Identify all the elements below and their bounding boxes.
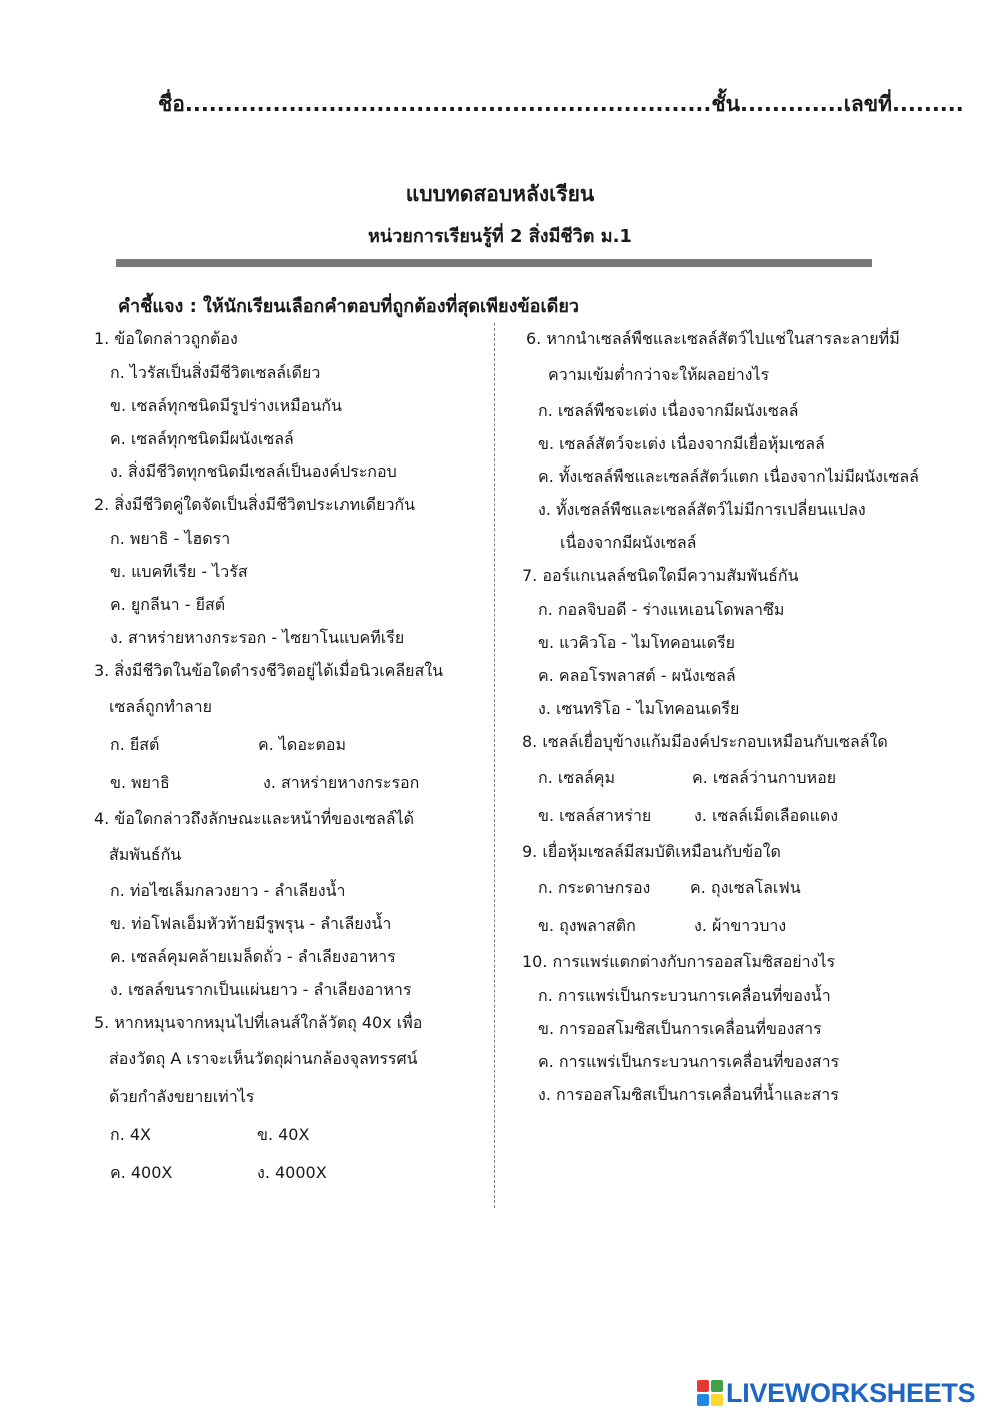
question-8 [522, 725, 992, 835]
option-a[interactable]: ก. กระดาษกรอง [538, 878, 651, 897]
liveworksheets-logo [697, 1375, 975, 1411]
watermark-text: LIVEWORKSHEETS [726, 1377, 976, 1408]
option-a[interactable]: ก. เซลล์คุม [538, 768, 616, 787]
question-title: 7. ออร์แกเนลล์ชนิดใดมีความสัมพันธ์กัน [522, 566, 799, 585]
option-d[interactable]: ง. สาหร่ายหางกระรอก - ไซยาโนแบคทีเรีย [110, 628, 405, 647]
question-title-cont: สัมพันธ์กัน [109, 845, 182, 864]
question-title-cont: ความเข้มต่ำกว่าจะให้ผลอย่างไร [548, 365, 770, 384]
option-row [522, 759, 992, 797]
liveworksheets-logo-icon [697, 1380, 723, 1406]
option-row [94, 1154, 486, 1192]
option-b[interactable]: ข. ท่อโฟลเอ็มหัวท้ายมีรูพรุน - ลำเลียงน้ำ [110, 914, 392, 933]
question-title: 10. การแพร่แตกต่างกับการออสโมซิสอย่างไร [522, 952, 836, 971]
question-9 [522, 835, 992, 945]
option-b[interactable]: ข. แวคิวโอ - ไมโทคอนเดรีย [538, 633, 736, 652]
option-d[interactable]: ง. สาหร่ายหางกระรอก [263, 773, 420, 792]
question-1 [94, 322, 486, 488]
question-title: 1. ข้อใดกล่าวถูกต้อง [94, 329, 238, 348]
question-title: 3. สิ่งมีชีวิตในข้อใดดำรงชีวิตอยู่ได้เมื่อนิวเคลียสใน [94, 661, 444, 680]
option-c[interactable]: ค. เซลล์ทุกชนิดมีผนังเซลล์ [110, 429, 294, 448]
option-c[interactable]: ค. เซลล์ว่านกาบหอย [692, 768, 837, 787]
option-d[interactable]: ง. เซลล์เม็ดเลือดแดง [694, 806, 839, 825]
option-c[interactable]: ค. ทั้งเซลล์พืชและเซลล์สัตว์แตก เนื่องจากไม่มีผนังเซลล์ [538, 467, 919, 486]
question-10 [522, 945, 992, 1111]
option-c[interactable]: ค. ไดอะตอม [258, 735, 347, 754]
option-row [94, 1116, 486, 1154]
option-row [522, 869, 992, 907]
option-c[interactable]: ค. การแพร่เป็นกระบวนการเคลื่อนที่ของสาร [538, 1052, 840, 1071]
option-c[interactable]: ค. 400X [110, 1163, 173, 1182]
header-rule [116, 259, 872, 267]
option-a[interactable]: ก. การแพร่เป็นกระบวนการเคลื่อนที่ของน้ำ [538, 986, 831, 1005]
student-info-line: ชื่อ..................................................................ชั้น.............เลขที่......... [158, 92, 964, 116]
question-title: 6. หากนำเซลล์พืชและเซลล์สัตว์ไปแช่ในสารละลายที่มี [526, 329, 900, 348]
option-b[interactable]: ข. ถุงพลาสติก [538, 916, 636, 935]
option-a[interactable]: ก. ยีสต์ [110, 735, 160, 754]
question-2 [94, 488, 486, 654]
option-a[interactable]: ก. ท่อไซเล็มกลวงยาว - ลำเลียงน้ำ [110, 881, 346, 900]
page-title: แบบทดสอบหลังเรียน [405, 182, 595, 206]
option-c[interactable]: ค. ถุงเซลโลเฟน [690, 878, 801, 897]
option-a[interactable]: ก. กอลจิบอดี - ร่างแหเอนโดพลาซึม [538, 600, 785, 619]
option-d[interactable]: ง. 4000X [257, 1163, 327, 1182]
option-b[interactable]: ข. เซลล์สัตว์จะเต่ง เนื่องจากมีเยื่อหุ้มเซลล์ [538, 434, 825, 453]
question-3 [94, 654, 486, 802]
left-column [94, 322, 486, 1192]
option-b[interactable]: ข. 40X [257, 1125, 310, 1144]
option-d[interactable]: ง. ผ้าขาวบาง [694, 916, 787, 935]
option-b[interactable]: ข. พยาธิ [110, 773, 170, 792]
option-d[interactable]: ง. เซนทริโอ - ไมโทคอนเดรีย [538, 699, 740, 718]
option-c[interactable]: ค. คลอโรพลาสต์ - ผนังเซลล์ [538, 666, 736, 685]
instruction: คำชี้แจง : ให้นักเรียนเลือกคำตอบที่ถูกต้องที่สุดเพียงข้อเดียว [118, 296, 579, 317]
option-a[interactable]: ก. พยาธิ - ไฮดรา [110, 529, 231, 548]
question-title-cont: เซลล์ถูกทำลาย [109, 697, 213, 716]
option-a[interactable]: ก. เซลล์พืชจะเต่ง เนื่องจากมีผนังเซลล์ [538, 401, 799, 420]
option-a[interactable]: ก. ไวรัสเป็นสิ่งมีชีวิตเซลล์เดียว [110, 363, 321, 382]
question-title: 9. เยื่อหุ้มเซลล์มีสมบัติเหมือนกับข้อใด [522, 842, 781, 861]
option-b[interactable]: ข. การออสโมซิสเป็นการเคลื่อนที่ของสาร [538, 1019, 822, 1038]
option-c[interactable]: ค. ยูกลีนา - ยีสต์ [110, 595, 226, 614]
column-divider [494, 323, 495, 1208]
question-title: 4. ข้อใดกล่าวถึงลักษณะและหน้าที่ของเซลล์ได้ [94, 809, 414, 828]
question-6 [522, 322, 992, 559]
page-subtitle: หน่วยการเรียนรู้ที่ 2 สิ่งมีชีวิต ม.1 [368, 226, 632, 247]
question-7 [522, 559, 992, 725]
option-row [94, 726, 486, 764]
question-5 [94, 1006, 486, 1192]
option-d[interactable]: ง. เซลล์ขนรากเป็นแผ่นยาว - ลำเลียงอาหาร [110, 980, 412, 999]
option-row [522, 797, 992, 835]
option-a[interactable]: ก. 4X [110, 1125, 151, 1144]
right-column [522, 322, 992, 1111]
option-d-cont: เนื่องจากมีผนังเซลล์ [560, 533, 697, 552]
option-row [522, 907, 992, 945]
option-row [94, 764, 486, 802]
question-title-cont: ส่องวัตถุ A เราจะเห็นวัตถุผ่านกล้องจุลทรรศน์ [109, 1049, 418, 1068]
option-b[interactable]: ข. เซลล์สาหร่าย [538, 806, 652, 825]
question-title: 2. สิ่งมีชีวิตคู่ใดจัดเป็นสิ่งมีชีวิตประเภทเดียวกัน [94, 495, 416, 514]
option-b[interactable]: ข. แบคทีเรีย - ไวรัส [110, 562, 248, 581]
option-b[interactable]: ข. เซลล์ทุกชนิดมีรูปร่างเหมือนกัน [110, 396, 342, 415]
option-d[interactable]: ง. ทั้งเซลล์พืชและเซลล์สัตว์ไม่มีการเปลี่ยนแปลง [538, 500, 866, 519]
question-title: 8. เซลล์เยื่อบุข้างแก้มมีองค์ประกอบเหมือนกับเซลล์ใด [522, 732, 888, 751]
question-title-cont: ด้วยกำลังขยายเท่าไร [109, 1087, 255, 1106]
option-d[interactable]: ง. การออสโมซิสเป็นการเคลื่อนที่น้ำและสาร [538, 1085, 839, 1104]
question-title: 5. หากหมุนจากหมุนไปที่เลนส์ใกล้วัตถุ 40x เพื่อ [94, 1013, 423, 1032]
question-4 [94, 802, 486, 1006]
option-c[interactable]: ค. เซลล์คุมคล้ายเมล็ดถั่ว - ลำเลียงอาหาร [110, 947, 396, 966]
option-d[interactable]: ง. สิ่งมีชีวิตทุกชนิดมีเซลล์เป็นองค์ประกอบ [110, 462, 397, 481]
